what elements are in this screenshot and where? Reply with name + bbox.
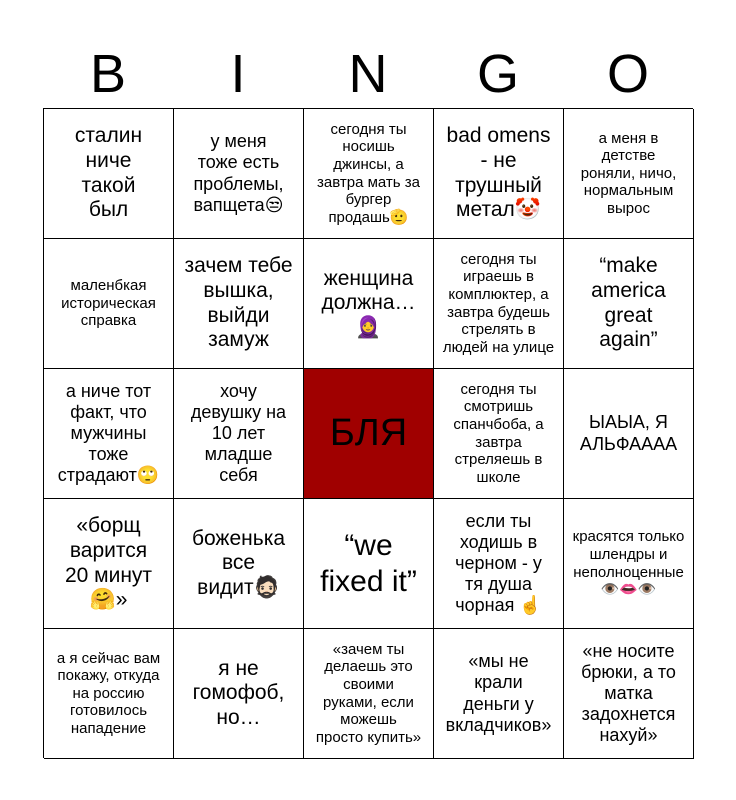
cell-text: а меня в детстве роняли, ничо, нормальным вырос [580, 129, 677, 217]
cell-text: «борщ варится 20 минут 🤗» [64, 514, 153, 612]
bingo-cell[interactable] [174, 499, 304, 629]
bingo-grid [43, 108, 693, 758]
cell-text: “we fixed it” [320, 529, 417, 598]
bingo-cell[interactable] [434, 109, 564, 239]
cell-text: боженька все видит🧔🏻 [191, 526, 286, 599]
bingo-cell[interactable] [174, 239, 304, 369]
free-space-text: БЛЯ [329, 411, 408, 454]
cell-text: я не гомофоб, но… [192, 656, 285, 729]
title-letter-o: O [606, 44, 649, 104]
cell-text: женщина должна… 🧕 [321, 266, 416, 339]
bingo-cell[interactable] [564, 369, 694, 499]
cell-text: bad omens - не трушный метал🤡 [446, 124, 551, 222]
title-letter-g: G [476, 44, 519, 104]
cell-text: сегодня ты играешь в комплюктер, а завтра будешь стрелять в людей на улице [442, 250, 555, 356]
title-letter-b: B [89, 44, 127, 104]
bingo-cell[interactable] [44, 629, 174, 759]
cell-text: хочу девушку на 10 лет младше себя [190, 380, 287, 486]
bingo-cell[interactable] [44, 369, 174, 499]
cell-text: а я сейчас вам покажу, откуда на россию готовилось нападение [56, 649, 161, 737]
free-space-cell[interactable] [304, 369, 434, 499]
cell-text: а ниче тот факт, что мужчины тоже страдают🙄 [57, 380, 160, 486]
title-letter-i: I [230, 44, 246, 104]
cell-text: ЫАЫА, Я АЛЬФАААА [579, 412, 678, 454]
bingo-cell[interactable] [304, 499, 434, 629]
bingo-cell[interactable] [564, 629, 694, 759]
bingo-cell[interactable] [174, 629, 304, 759]
cell-text: «зачем ты делаешь это своими руками, если можешь просто купить» [315, 640, 422, 746]
cell-text: зачем тебе вышка, выйди замуж [184, 254, 293, 352]
bingo-cell[interactable] [434, 499, 564, 629]
bingo-cell[interactable] [304, 629, 434, 759]
cell-text: сегодня ты смотришь спанчбоба, а завтра стреляешь в школе [453, 380, 544, 486]
bingo-cell[interactable] [44, 499, 174, 629]
title-letter-n: N [348, 44, 388, 104]
bingo-cell[interactable] [44, 239, 174, 369]
bingo-cell[interactable] [564, 239, 694, 369]
bingo-cell[interactable] [304, 239, 434, 369]
cell-text: если ты ходишь в черном - у тя душа чорная ☝️ [455, 510, 542, 616]
bingo-cell[interactable] [434, 239, 564, 369]
bingo-cell[interactable] [564, 109, 694, 239]
cell-text: красятся только шлендры и неполноценные 👁️👄👁️ [572, 528, 685, 599]
bingo-cell[interactable] [304, 109, 434, 239]
cell-text: у меня тоже есть проблемы, вапщета😒 [193, 131, 284, 215]
cell-text: маленбкая историческая справка [61, 277, 156, 330]
bingo-cell[interactable] [564, 499, 694, 629]
bingo-cell[interactable] [434, 629, 564, 759]
bingo-cell[interactable] [174, 109, 304, 239]
cell-text: «мы не крали деньги у вкладчиков» [445, 651, 552, 735]
bingo-title [43, 40, 693, 108]
bingo-cell[interactable] [434, 369, 564, 499]
bingo-cell[interactable] [174, 369, 304, 499]
cell-text: сегодня ты носишь джинсы, а завтра мать за бургер продашь🫡 [317, 120, 420, 226]
cell-text: “make america great again” [591, 254, 666, 352]
bingo-cell[interactable] [44, 109, 174, 239]
cell-text: сталин ниче такой был [74, 124, 143, 222]
cell-text: «не носите брюки, а то матка задохнется нахуй» [581, 640, 676, 746]
